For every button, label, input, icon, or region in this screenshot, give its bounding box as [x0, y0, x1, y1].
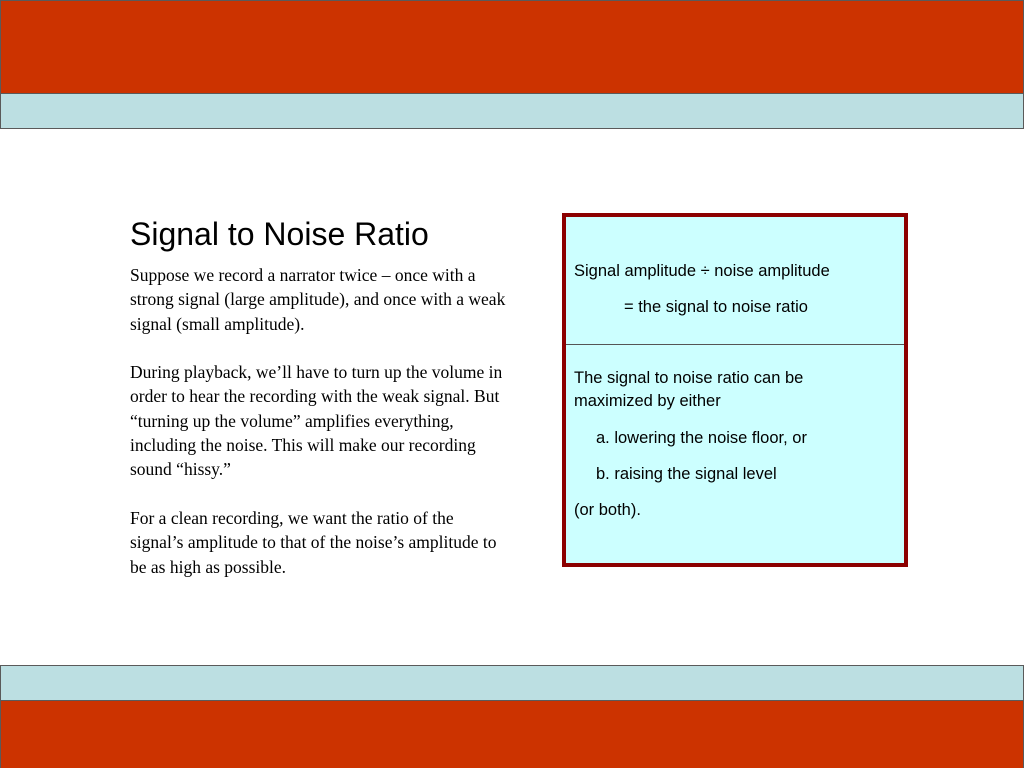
paragraph-clean-recording: For a clean recording, we want the ratio of the signal’s amplitude to that of the noise’s amplitude to be as high as possible.	[130, 507, 497, 577]
option-b: b. raising the signal level	[596, 465, 777, 483]
option-a: a. lowering the noise floor, or	[596, 429, 807, 447]
formula-line-2: = the signal to noise ratio	[624, 298, 808, 316]
maximize-intro-line-1: The signal to noise ratio can be	[574, 369, 804, 387]
formula-section	[566, 217, 904, 345]
bottom-teal-stripe	[0, 665, 1024, 701]
top-red-banner	[0, 0, 1024, 94]
slide-title: Signal to Noise Ratio	[130, 216, 429, 252]
info-box	[562, 213, 908, 567]
closing-note: (or both).	[574, 501, 641, 519]
top-teal-stripe	[0, 93, 1024, 129]
maximize-intro-line-2: maximized by either	[574, 392, 721, 410]
bottom-red-banner	[0, 700, 1024, 768]
formula-line-1: Signal amplitude ÷ noise amplitude	[574, 262, 830, 280]
paragraph-playback: During playback, we’ll have to turn up the volume in order to hear the recording with the weak signal. But “turning up the volume” amplifies everything, including the noise. This will make our recording sound “hissy.”	[130, 362, 503, 480]
paragraph-recording: Suppose we record a narrator twice – once with a strong signal (large amplitude), and once with a weak signal (small amplitude).	[130, 265, 506, 334]
body-text	[130, 263, 510, 603]
